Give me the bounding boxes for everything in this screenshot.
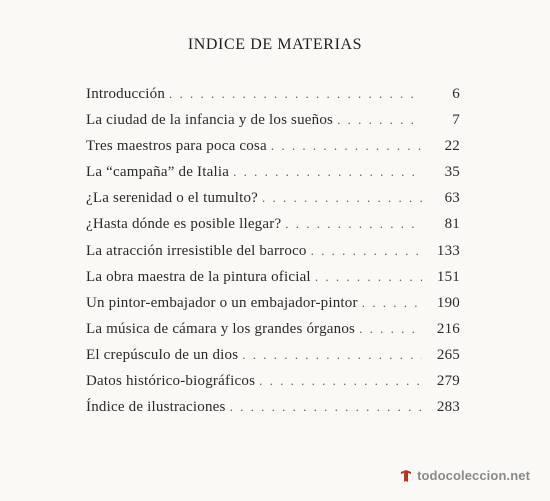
- toc-entry-title: Datos histórico-biográficos: [86, 373, 256, 390]
- toc-entry-page: 216: [436, 320, 460, 337]
- toc-entry-page: 63: [444, 190, 460, 207]
- dot-leader: [362, 296, 422, 309]
- toc-entry-title: ¿Hasta dónde es posible llegar?: [86, 216, 282, 233]
- toc-entry-page: 22: [444, 138, 460, 155]
- toc-entry-title: La obra maestra de la pintura oficial: [86, 268, 311, 285]
- toc-entry-page: 265: [436, 346, 460, 363]
- toc-entry: [86, 295, 460, 321]
- toc-entry: [86, 216, 460, 242]
- dot-leader: [233, 165, 422, 178]
- toc-entry-title: Introducción: [86, 86, 166, 102]
- toc-entry: [86, 399, 460, 425]
- todocoleccion-logo-icon: [399, 469, 413, 483]
- dot-leader: [259, 374, 422, 387]
- toc-entry: [86, 190, 460, 216]
- watermark: [399, 468, 530, 483]
- toc-entry-title: La atracción irresistible del barroco: [86, 242, 307, 259]
- dot-leader: [311, 244, 422, 257]
- table-of-contents: [86, 86, 460, 425]
- toc-entry: [86, 86, 460, 112]
- toc-entry: [86, 373, 460, 399]
- dot-leader: [242, 348, 422, 361]
- toc-entry-page: 279: [436, 373, 460, 390]
- toc-entry: [86, 269, 460, 295]
- dot-leader: [262, 191, 422, 204]
- toc-entry: [86, 164, 460, 190]
- toc-entry-page: 283: [436, 399, 460, 416]
- toc-entry: [86, 321, 460, 347]
- toc-entry-page: 151: [436, 268, 460, 285]
- toc-entry-title: ¿La serenidad o el tumulto?: [86, 190, 259, 207]
- toc-entry: [86, 138, 460, 164]
- toc-entry: [86, 243, 460, 269]
- dot-leader: [230, 400, 422, 413]
- toc-entry-title: La música de cámara y los grandes órganos: [86, 320, 356, 337]
- toc-entry-page: 190: [436, 294, 460, 311]
- toc-entry-page: 81: [444, 216, 460, 233]
- toc-entry: [86, 347, 460, 373]
- toc-entry-title: Tres maestros para poca cosa: [86, 138, 267, 155]
- dot-leader: [337, 113, 422, 126]
- toc-entry-page: 133: [436, 242, 460, 259]
- toc-entry-title: Índice de ilustraciones: [86, 399, 226, 416]
- dot-leader: [271, 139, 422, 152]
- toc-entry-title: La ciudad de la infancia y de los sueños: [86, 112, 334, 129]
- toc-entry-title: Un pintor-embajador o un embajador-pintor: [86, 294, 358, 311]
- dot-leader: [315, 270, 422, 283]
- toc-heading: INDICE DE MATERIAS: [187, 36, 363, 53]
- toc-entry-title: La “campaña” de Italia: [86, 164, 230, 181]
- dot-leader: [169, 87, 422, 100]
- toc-entry: [86, 112, 460, 138]
- toc-entry-page: 35: [444, 164, 460, 181]
- toc-entry-page: 7: [452, 112, 460, 129]
- toc-entry-title: El crepúsculo de un dios: [86, 346, 239, 363]
- dot-leader: [285, 217, 422, 230]
- toc-entry-page: 6: [452, 86, 460, 102]
- dot-leader: [359, 322, 422, 335]
- watermark-text: todocoleccion.net: [417, 468, 530, 483]
